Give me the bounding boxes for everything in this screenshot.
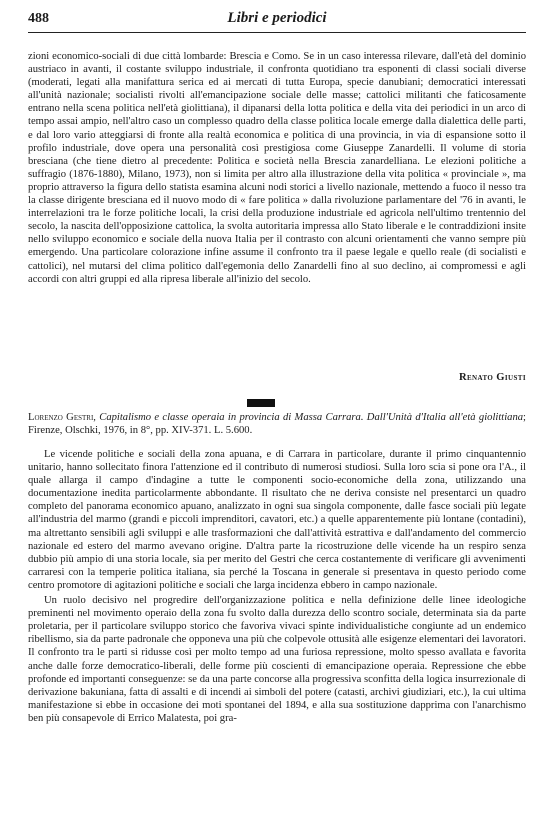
review-2-author: Lorenzo Gestri bbox=[28, 412, 94, 423]
section-divider bbox=[247, 399, 275, 407]
review-2-paragraph-2: Un ruolo decisivo nel progredire dell'organizzazione politica e nella definizione delle linee ideologiche preminenti nel movimento operaio della zona fu svolto dalla durezza dello scontro sociale, determinata sia da parte proletaria, per il particolare sviluppo storico che favoriva vivaci spinte individualistiche congiunte ad un endemico ribellismo, sia da parte padronale che opponeva una più che colpevole ottusità alle esigenze elementari dei lavoratori. Il confronto tra le parti si ridusse così per molto tempo ad una furiosa repressione, molto spesso avallata e favorita anche dalle forze democratico-liberali, delle forme più coscienti di emancipazione operaia. Repressione che ebbe profonde ed importanti conseguenze: se da una parte concorse alla progressiva sconfitta della logica insurrezionale di derivazione bakuniana, fatta di assalti e di incendi ai simboli del potere (catasti, archivi giudiziari, etc.), la cui ultima manifestazione si ebbe in occasione dei moti spontanei del 1894, e alla sua sostituzione dapprima con l'anarchismo ben più consapevole di Errico Malatesta, poi gra- bbox=[28, 595, 526, 724]
page-number: 488 bbox=[28, 11, 49, 26]
review-2-paragraph-1: Le vicende politiche e sociali della zona apuana, e di Carrara in particolare, durante il primo cinquantennio unitario, hanno sollecitato finora l'attenzione ed il contributo di numerosi studiosi. Sulla loro scia si pone ora l'A., il quale allarga il campo d'indagine a tutte le componenti socio-economiche della zona, utilizzando una documentazione inedita particolarmente abbondante. Il risultato che ne deriva consiste nel presentarci un quadro completo del panorama economico apuano, analizzato in ogni sua singola componente, dalle fasce sociali più legate all'industria del marmo (grandi e piccoli imprenditori, cavatori, etc.) a quelle apparentemente più lontane (contadini), ma altrettanto sensibili agli sviluppi e alle trasformazioni che dall'attività estrattiva e dall'andamento del commercio nazionale ed estero del marmo avevano origine. D'altra parte la ricostruzione delle vicende ha un respiro senza dubbio più ampio di una storia locale, sia per merito del Gestri che cerca costantemente di verificare gli avvenimenti carraresi con la temperie politica italiana, sia perché la Toscana in generale si presentava in questo periodo come centro promotore di agitazioni politiche e sociali che larga incidenza ebbero in campo nazionale. bbox=[28, 449, 526, 591]
review-1-paragraph: zioni economico-sociali di due città lombarde: Brescia e Como. Se in un caso interessa rilevare, dall'età del dominio austriaco in avanti, il costante sviluppo industriale, il confronta quotidiano tra esponenti di classi sociali diverse (moderati, legati alla manifattura serica ed ai mercati di tutta Europa, specie danubiani; democratici interessati all'unità nazionale; socialisti rivolti all'emancipazione sociale delle masse; cattolici militanti che faticosamente entrano nella scena politica nell'età giolittiana), il dipanarsi della lotta politica e della vita dei periodici in un arco di tempo assai ampio, nell'altro caso un complesso quadro della classe politica locale emerge dalla dialettica delle parti, e dal loro vario atteggiarsi di fronte alla realtà economica e politica di una provincia, in via di espansione sotto il profilo industriale, dove opera una personalità così prestigiosa come Giuseppe Zanardelli. Il volume di storia bresciana (che tiene dietro al precedente: Politica e società nella Brescia zanardelliana. Le elezioni politiche a suffragio (1876-1880), Milano, 1973), non si limita per altro alla illustrazione della vita politica « provinciale », ma proprio attraverso la figura dello statista esamina alcuni nodi storici a livello nazionale, mettendo a fuoco il nesso tra la classe dirigente bresciana ed il nuovo modo di « fare politica » dalla rivoluzione parlamentare del '76 in avanti, le interrelazioni tra le forze politiche locali, la crisi della produzione industriale ed agricola nell'ultimo trentennio del secolo, la nascita dell'opposizione cattolica, la svolta autoritaria impressa allo Stato liberale e le contraddizioni insite nello sviluppo economico e sociale della nuova Italia per il contrasto con alcuni orientamenti che vanno sempre più emergendo. Una particolare colorazione infine assume il confronto tra il paese legale e quello reale (di socialisti e cattolici), nel mutarsi del clima politico dall'egemonia dello Zanardelli fino al suo declino, ai compromessi e agli accordi con altri gruppi ed alla ripresa liberale all'inizio del secolo. bbox=[28, 51, 526, 285]
journal-title: Libri e periodici bbox=[227, 10, 327, 26]
review-2-citation: Lorenzo Gestri, Capitalismo e classe operaia in provincia di Massa Carrara. Dall'Unità d'Italia all'età giolittiana; Firenze, Olschki, 1976, in 8°, pp. XIV-371. L. 5.600. bbox=[28, 412, 526, 437]
review-2-publication: ; Firenze, Olschki, 1976, in 8°, pp. XIV-371. L. 5.600. bbox=[28, 412, 526, 437]
review-1-signature: Renato Giusti bbox=[458, 372, 526, 383]
review-2-book-title: Capitalismo e classe operaia in provincia di Massa Carrara. Dall'Unità d'Italia all'età giolittiana bbox=[99, 412, 524, 423]
review-1-body bbox=[28, 50, 526, 286]
review-2-body bbox=[28, 448, 526, 725]
running-header bbox=[28, 10, 526, 33]
